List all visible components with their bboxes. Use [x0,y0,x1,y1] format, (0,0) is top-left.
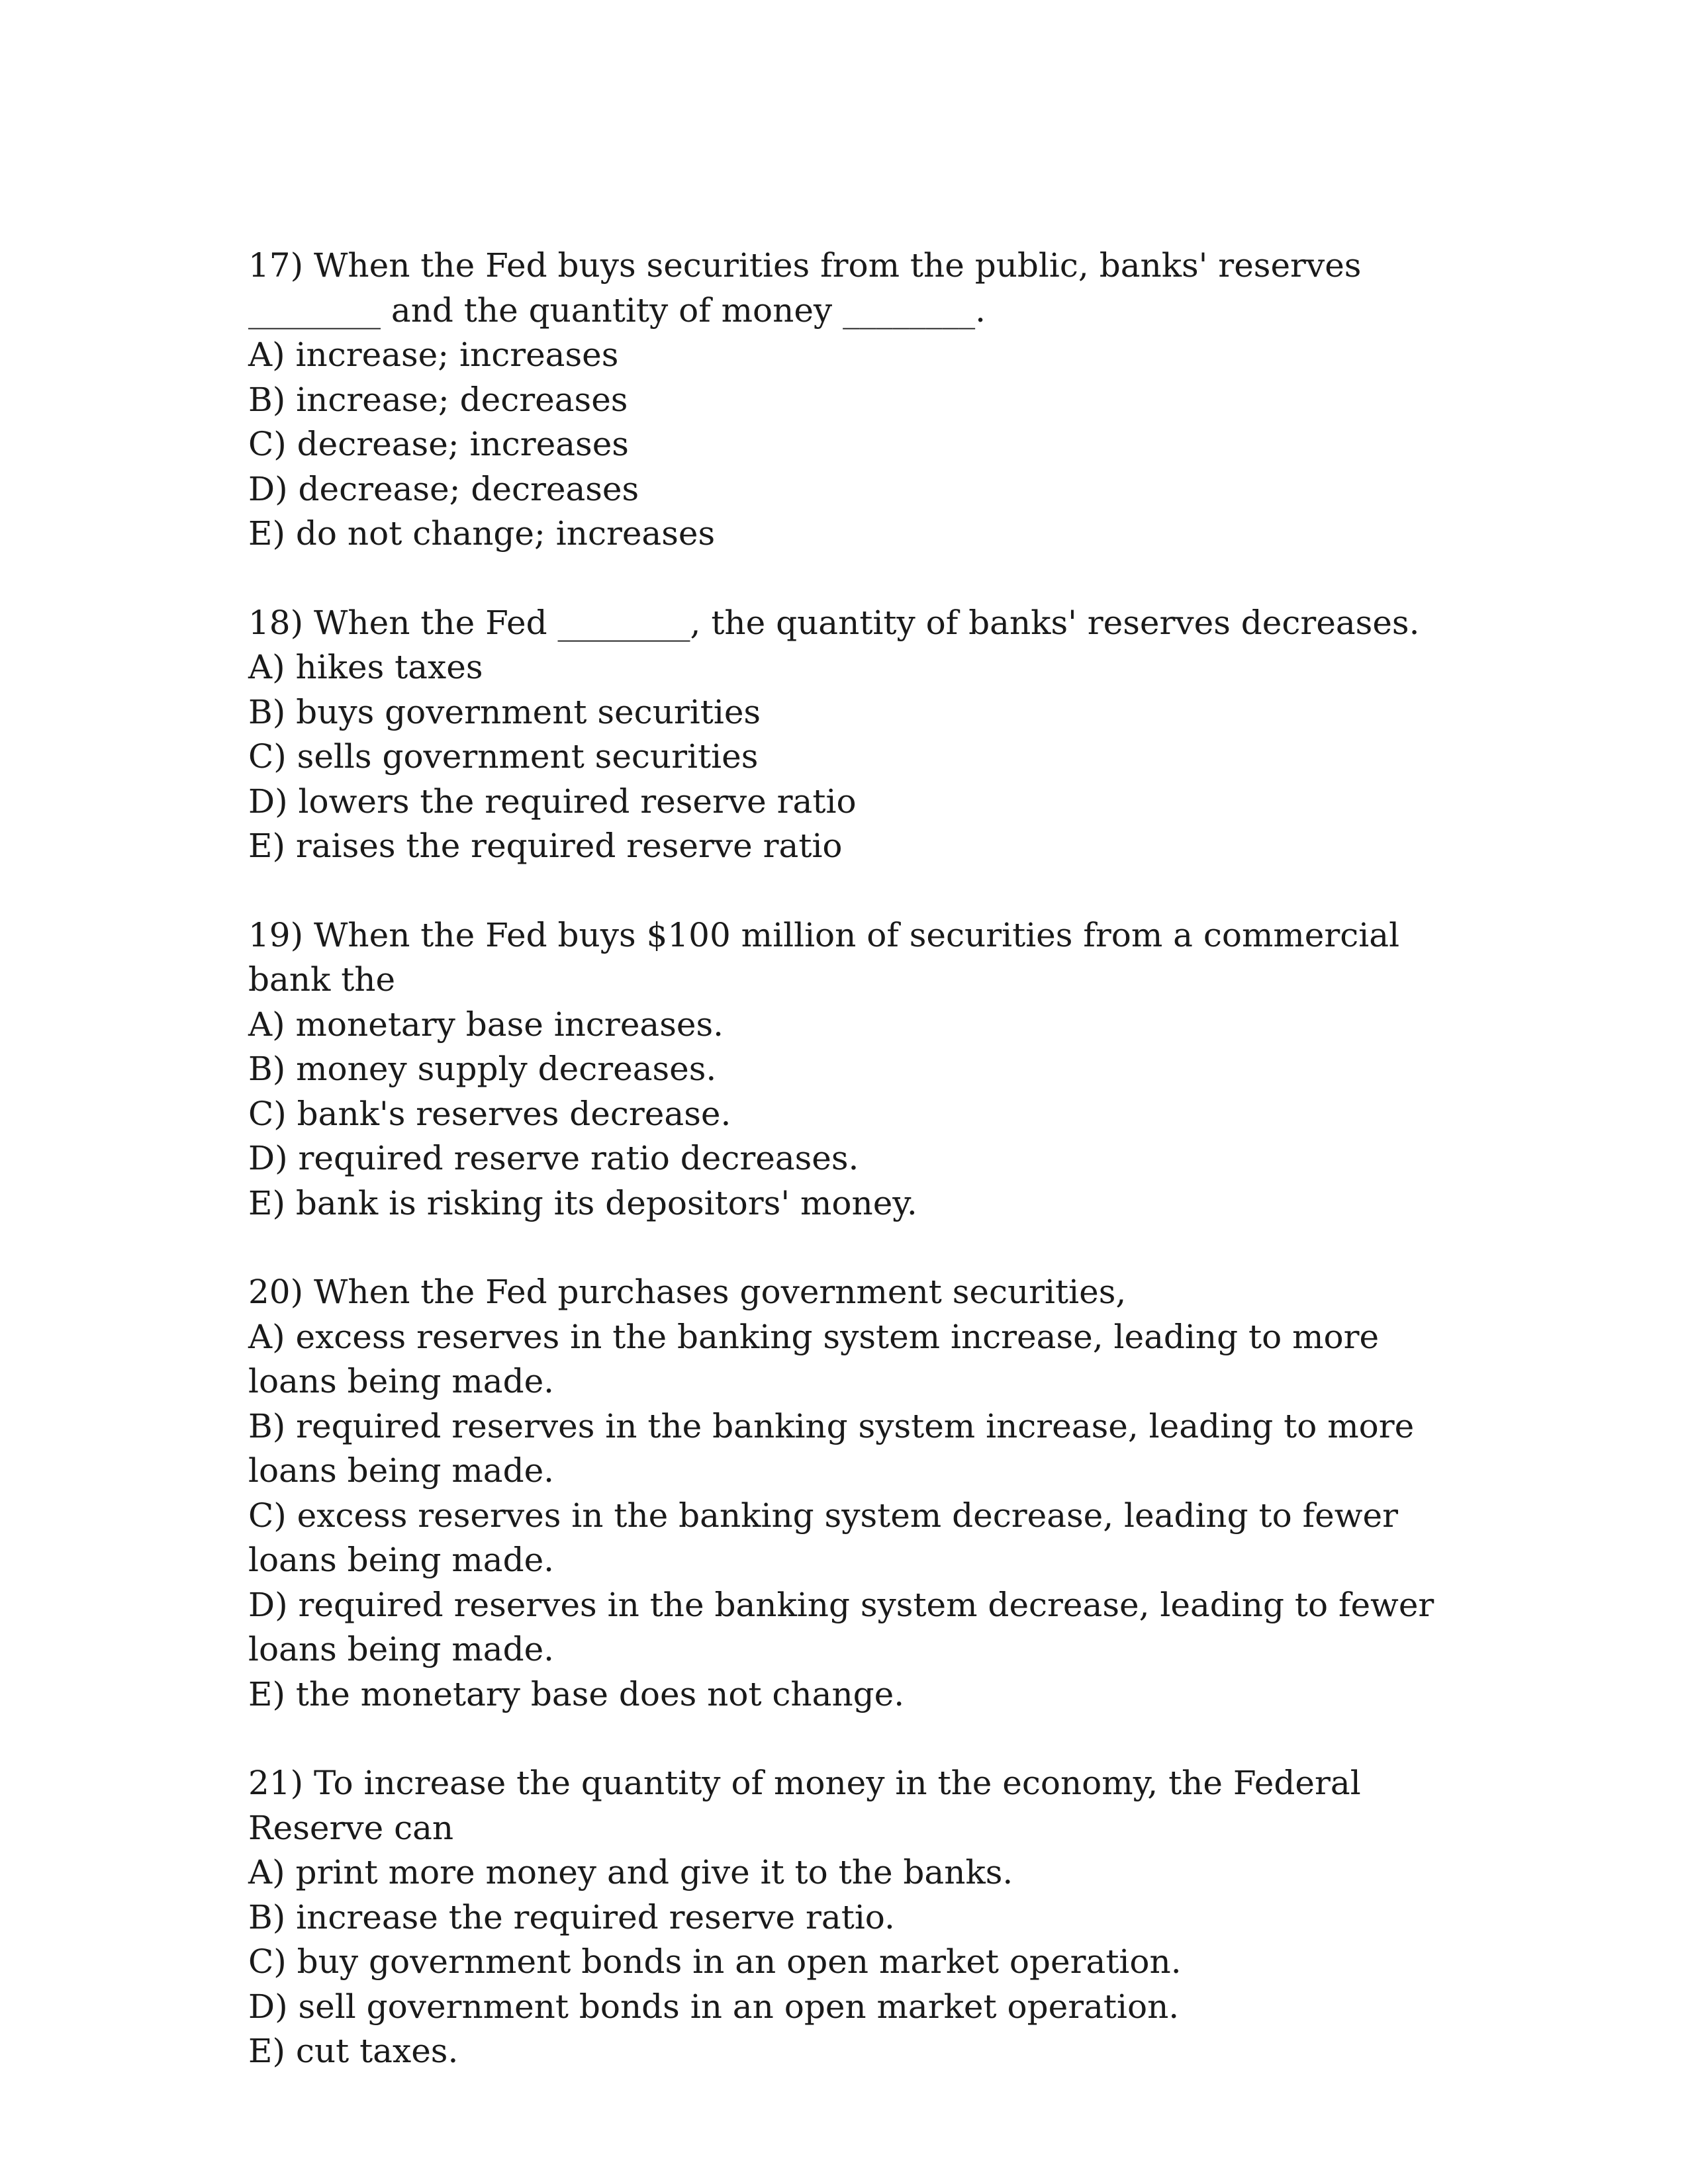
answer-option-d: D) lowers the required reserve ratio [248,782,857,821]
answer-option-b: B) increase the required reserve ratio. [248,1897,895,1936]
answer-option-d: D) required reserve ratio decreases. [248,1139,859,1177]
question-stem: 17) When the Fed buys securities from the public, banks' reserves ________ and the quantity of money ________. [248,246,1362,330]
question-stem: 18) When the Fed ________, the quantity of banks' reserves decreases. [248,603,1420,642]
question-21 [248,1761,1440,2074]
answer-option-e: E) cut taxes. [248,2032,459,2070]
question-spacer [248,1717,1440,1761]
answer-option-b: B) increase; decreases [248,380,628,419]
question-stem: 19) When the Fed buys $100 million of securities from a commercial bank the [248,915,1400,999]
answer-option-e: E) do not change; increases [248,514,716,553]
answer-option-b: B) required reserves in the banking system increase, leading to more loans being made. [248,1406,1415,1490]
answer-option-c: C) sells government securities [248,737,759,776]
answer-option-c: C) excess reserves in the banking system decrease, leading to fewer loans being made. [248,1496,1399,1579]
answer-option-b: B) buys government securities [248,692,761,731]
question-18 [248,601,1440,869]
question-spacer [248,869,1440,913]
answer-option-d: D) decrease; decreases [248,469,639,508]
question-17 [248,244,1440,557]
question-spacer [248,1226,1440,1270]
answer-option-c: C) decrease; increases [248,425,629,463]
answer-option-a: A) hikes taxes [248,648,483,686]
answer-option-a: A) increase; increases [248,336,619,374]
question-stem: 21) To increase the quantity of money in the economy, the Federal Reserve can [248,1764,1361,1847]
question-list [248,244,1440,2074]
answer-option-c: C) buy government bonds in an open market operation. [248,1942,1182,1981]
answer-option-e: E) raises the required reserve ratio [248,827,843,865]
answer-option-a: A) monetary base increases. [248,1005,724,1044]
answer-option-e: E) bank is risking its depositors' money. [248,1183,917,1222]
question-19 [248,913,1440,1226]
answer-option-d: D) required reserves in the banking system decrease, leading to fewer loans being made. [248,1585,1434,1668]
question-stem: 20) When the Fed purchases government securities, [248,1273,1127,1311]
answer-option-c: C) bank's reserves decrease. [248,1094,731,1133]
answer-option-a: A) print more money and give it to the banks. [248,1853,1013,1891]
answer-option-b: B) money supply decreases. [248,1050,717,1088]
question-20 [248,1270,1440,1717]
answer-option-e: E) the monetary base does not change. [248,1674,905,1713]
answer-option-a: A) excess reserves in the banking system increase, leading to more loans being made. [248,1317,1380,1400]
question-spacer [248,557,1440,601]
answer-option-d: D) sell government bonds in an open market operation. [248,1987,1180,2026]
